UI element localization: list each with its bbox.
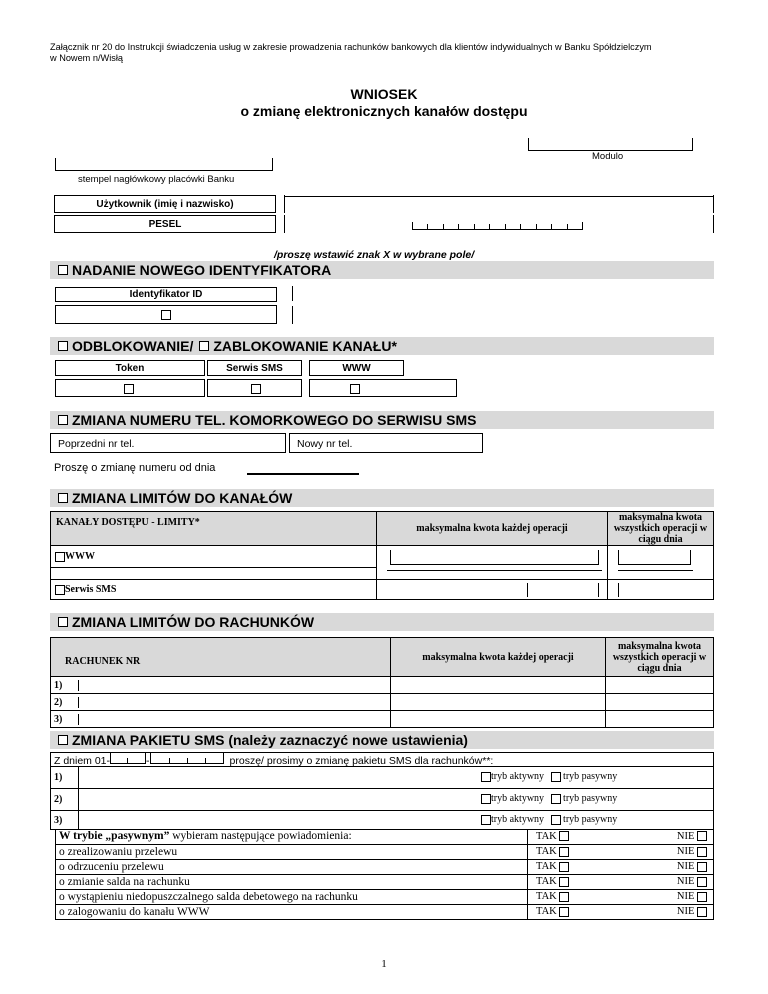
section-account-limits xyxy=(50,613,714,631)
notification-5-no-label: NIE xyxy=(676,906,695,917)
notification-2-label: o odrzuceniu przelewu xyxy=(56,859,528,874)
section-account-limits-checkbox[interactable] xyxy=(58,617,68,627)
www-checkbox-cell xyxy=(309,379,457,397)
account-limits-col3-header: maksymalna kwota wszystkich operacji w ciągu dnia xyxy=(606,638,714,677)
sms-row-1-modes xyxy=(481,771,617,782)
pesel-label-box xyxy=(54,215,276,233)
identifier-divider xyxy=(292,286,293,301)
section-new-identifier-checkbox[interactable] xyxy=(58,265,68,275)
channel-limits-col2-header: maksymalna kwota każdej operacji xyxy=(377,512,608,546)
col-token-label: Token xyxy=(55,360,205,376)
account-row-2-per-op[interactable] xyxy=(391,694,606,711)
previous-phone-label: Poprzedni nr tel. xyxy=(58,438,135,450)
section-sms-package xyxy=(50,731,714,749)
sms-row-1-passive-label: tryb pasywny xyxy=(563,771,618,782)
table-row xyxy=(51,711,714,728)
section-phone-change-checkbox[interactable] xyxy=(58,415,68,425)
sms-row-2-passive-checkbox[interactable] xyxy=(551,794,561,804)
table-row xyxy=(51,694,714,711)
table-row xyxy=(56,904,714,919)
sms-date-month-cells[interactable] xyxy=(110,753,146,764)
table-row xyxy=(56,874,714,889)
notification-4-yes-label: TAK xyxy=(536,891,557,902)
col-www-label: WWW xyxy=(309,360,404,376)
www-checkbox[interactable] xyxy=(350,384,360,394)
form-title: WNIOSEK xyxy=(350,86,418,102)
sms-row-3-passive-checkbox[interactable] xyxy=(551,815,561,825)
section-unlock-block xyxy=(50,337,714,355)
table-row xyxy=(51,677,714,694)
user-name-label-box xyxy=(54,195,276,213)
account-row-3-number: 3) xyxy=(51,714,79,725)
notification-2-yes-checkbox[interactable] xyxy=(559,862,569,872)
channel-limits-col1-header: KANAŁY DOSTĘPU - LIMITY* xyxy=(51,512,377,546)
channel-www-label: WWW xyxy=(65,551,95,562)
sms-row-2-passive-label: tryb pasywny xyxy=(563,793,618,804)
sms-date-sep: - xyxy=(146,755,150,767)
passive-heading-no-label: NIE xyxy=(676,830,695,842)
table-row xyxy=(56,889,714,904)
instruction-text: /proszę wstawić znak X w wybrane pole/ xyxy=(274,249,475,261)
passive-heading-no-checkbox[interactable] xyxy=(697,831,707,841)
section-account-limits-title: ZMIANA LIMITÓW DO RACHUNKÓW xyxy=(72,614,315,630)
token-checkbox[interactable] xyxy=(124,384,134,394)
previous-phone-field[interactable] xyxy=(50,433,286,453)
notification-4-yes-checkbox[interactable] xyxy=(559,892,569,902)
notification-3-no-label: NIE xyxy=(676,876,695,887)
sms-row-3-number: 3) xyxy=(54,815,63,826)
passive-heading-bold: W trybie „pasywnym” xyxy=(59,830,170,843)
notification-4-no-label: NIE xyxy=(676,891,695,902)
identifier-divider-2 xyxy=(292,306,293,324)
sms-date-prefix: Z dniem 01- xyxy=(54,755,111,767)
notification-5-yes-label: TAK xyxy=(536,906,557,917)
bank-stamp-label: stempel nagłówkowy placówki Banku xyxy=(78,174,235,185)
attachment-note-line2: w Nowem n/Wisłą xyxy=(50,53,124,63)
notification-3-label: o zmianie salda na rachunku xyxy=(56,874,528,889)
sms-checkbox[interactable] xyxy=(251,384,261,394)
channel-sms-daily-input[interactable] xyxy=(618,583,691,597)
passive-heading-yes-label: TAK xyxy=(536,830,557,842)
channel-www-daily-input[interactable] xyxy=(618,550,691,565)
identifier-label: Identyfikator ID xyxy=(129,289,203,300)
notification-5-no-checkbox[interactable] xyxy=(697,907,707,917)
section-channel-limits-title: ZMIANA LIMITÓW DO KANAŁÓW xyxy=(72,490,293,506)
channel-limits-col3-header: maksymalna kwota wszystkich operacji w ciągu dnia xyxy=(608,512,714,546)
sms-row-2-number: 2) xyxy=(54,794,63,805)
sms-checkbox-cell xyxy=(207,379,302,397)
identifier-checkbox-cell xyxy=(55,305,277,324)
table-row xyxy=(56,859,714,874)
section-sms-package-title: ZMIANA PAKIETU SMS (należy zaznaczyć nowe ustawienia) xyxy=(72,732,468,748)
sms-date-suffix: proszę/ prosimy o zmianę pakietu SMS dla rachunków**: xyxy=(229,755,494,767)
channel-sms-checkbox[interactable] xyxy=(55,585,65,595)
notification-1-no-checkbox[interactable] xyxy=(697,847,707,857)
notification-1-label: o zrealizowaniu przelewu xyxy=(56,844,528,859)
account-row-2-number: 2) xyxy=(51,697,79,708)
channel-sms-label: Serwis SMS xyxy=(65,584,117,595)
table-row xyxy=(51,546,714,568)
sms-row-3-modes xyxy=(481,814,617,825)
notification-1-yes-checkbox[interactable] xyxy=(559,847,569,857)
notification-2-yes-label: TAK xyxy=(536,861,557,872)
new-phone-field[interactable] xyxy=(289,433,483,453)
channel-sms-per-op-input[interactable] xyxy=(527,583,599,597)
table-row xyxy=(51,580,714,600)
sms-row-3-passive-label: tryb pasywny xyxy=(563,814,618,825)
sms-row-2-modes xyxy=(481,793,617,804)
section-sms-package-checkbox[interactable] xyxy=(58,735,68,745)
notification-2-no-label: NIE xyxy=(676,861,695,872)
account-row-3-daily[interactable] xyxy=(606,711,714,728)
notification-2-no-checkbox[interactable] xyxy=(697,862,707,872)
notification-3-yes-checkbox[interactable] xyxy=(559,877,569,887)
account-row-1-per-op[interactable] xyxy=(391,677,606,694)
account-limits-col2-header: maksymalna kwota każdej operacji xyxy=(391,638,606,677)
channel-www-checkbox[interactable] xyxy=(55,552,65,562)
notification-4-label: o wystąpieniu niedopuszczalnego salda debetowego na rachunku xyxy=(56,889,528,904)
account-row-1-daily[interactable] xyxy=(606,677,714,694)
account-row-2-daily[interactable] xyxy=(606,694,714,711)
page-number: 1 xyxy=(381,958,387,970)
pesel-label: PESEL xyxy=(148,219,182,230)
section-channel-limits xyxy=(50,489,714,507)
sms-row-1-active-label: tryb aktywny xyxy=(491,771,545,782)
col-sms-label: Serwis SMS xyxy=(207,360,302,376)
notification-1-yes-label: TAK xyxy=(536,846,557,857)
channel-www-per-op-input[interactable] xyxy=(390,550,599,565)
channel-limits-table xyxy=(50,511,714,600)
section-unlock-checkbox[interactable] xyxy=(58,341,68,351)
notification-4-no-checkbox[interactable] xyxy=(697,892,707,902)
account-row-1-number: 1) xyxy=(51,680,79,691)
notification-1-no-label: NIE xyxy=(676,846,695,857)
sms-date-year-cells[interactable] xyxy=(150,753,224,764)
new-phone-label: Nowy nr tel. xyxy=(297,438,353,450)
token-checkbox-cell xyxy=(55,379,205,397)
attachment-note-line1: Załącznik nr 20 do Instrukcji świadczenia usług w zakresie prowadzenia rachunków bankowych dla klientów indywidualnych w Banku Spółdzielczym xyxy=(50,42,652,52)
phone-change-date-label: Proszę o zmianę numeru od dnia xyxy=(54,462,216,474)
passive-notifications-table xyxy=(55,829,714,920)
sms-row-3-active-checkbox[interactable] xyxy=(481,815,491,825)
section-block-title: ZABLOKOWANIE KANAŁU* xyxy=(213,338,397,354)
modulo-label: Modulo xyxy=(592,151,624,162)
notification-3-no-checkbox[interactable] xyxy=(697,877,707,887)
account-row-3-per-op[interactable] xyxy=(391,711,606,728)
account-limits-col1-header: RACHUNEK NR xyxy=(51,638,391,677)
sms-row-3-active-label: tryb aktywny xyxy=(491,814,545,825)
section-new-identifier xyxy=(50,261,714,279)
notification-5-yes-checkbox[interactable] xyxy=(559,907,569,917)
sms-row-1-passive-checkbox[interactable] xyxy=(551,772,561,782)
form-subtitle: o zmianę elektronicznych kanałów dostępu xyxy=(240,103,528,119)
table-row xyxy=(56,829,714,844)
notification-5-label: o zalogowaniu do kanału WWW xyxy=(56,904,528,919)
sms-row-2-active-checkbox[interactable] xyxy=(481,794,491,804)
sms-package-date-line xyxy=(54,753,493,767)
section-unlock-title: ODBLOKOWANIE/ xyxy=(72,338,194,354)
user-name-label: Użytkownik (imię i nazwisko) xyxy=(96,199,234,210)
section-phone-change-title: ZMIANA NUMERU TEL. KOMORKOWEGO DO SERWISU SMS xyxy=(72,412,477,428)
section-new-identifier-title: NADANIE NOWEGO IDENTYFIKATORA xyxy=(72,262,332,278)
account-limits-table xyxy=(50,637,714,728)
section-phone-change xyxy=(50,411,714,429)
section-block-checkbox[interactable] xyxy=(199,341,209,351)
sms-row-2-active-label: tryb aktywny xyxy=(491,793,545,804)
notification-3-yes-label: TAK xyxy=(536,876,557,887)
identifier-checkbox[interactable] xyxy=(161,310,171,320)
passive-heading-yes-checkbox[interactable] xyxy=(559,831,569,841)
phone-change-date-input[interactable] xyxy=(247,473,359,475)
passive-heading-rest: wybieram następujące powiadomienia: xyxy=(169,830,352,843)
table-row xyxy=(56,844,714,859)
section-channel-limits-checkbox[interactable] xyxy=(58,493,68,503)
sms-row-1-number: 1) xyxy=(54,772,63,783)
attachment-note xyxy=(50,42,730,64)
sms-row-1-active-checkbox[interactable] xyxy=(481,772,491,782)
identifier-label-box xyxy=(55,287,277,302)
